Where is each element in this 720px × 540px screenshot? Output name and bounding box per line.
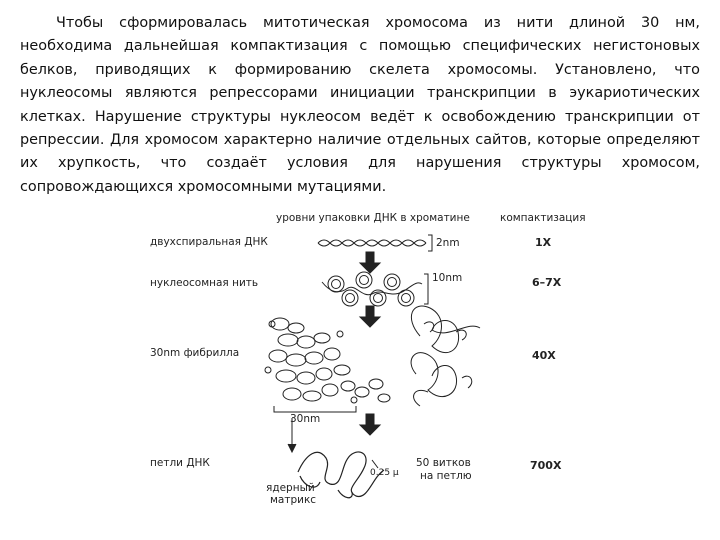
- header-compaction: компактизация: [500, 212, 586, 224]
- bracket-30nm: [274, 406, 356, 412]
- down-arrow-icon: [360, 414, 380, 435]
- bracket-2nm: [428, 235, 432, 251]
- fibril-30nm: [265, 318, 390, 403]
- header-levels: уровни упаковки ДНК в хроматине: [276, 212, 470, 224]
- scale-tick-icon: [372, 460, 378, 468]
- row-label-fibril: 30nm фибрилла: [150, 347, 240, 359]
- body-paragraph: Чтобы сформировалась митотическая хромосома из нити длиной 30 нм, необходима дальнейшая компактизация с помощью специфических негистоновых белков, приводящих к формированию скелета хромосомы. Установлено, что нуклеосомы являются репрессорами инициации транскрипции в эукариотических клетках. Нарушение структуры нуклеосом ведёт к освобождению транскрипции от репрессии. Для хромосом характерно наличие отдельных сайтов, которые определяют их хрупкость, что создаёт условия для нарушения структуры хромосом, сопровождающихся хромосомными мутациями.: [20, 15, 700, 195]
- loop-figure-icon: [411, 306, 480, 406]
- row-label-nucleosome: нуклеосомная нить: [150, 277, 259, 289]
- down-arrow-icon: [360, 306, 380, 327]
- nucleosome-string: [322, 272, 422, 306]
- row-label-dna: двухспиральная ДНК: [150, 236, 268, 248]
- factor-700x: 700X: [530, 459, 562, 472]
- factor-40x: 40X: [532, 349, 556, 362]
- loops-note-line1: 50 витков: [416, 457, 471, 469]
- arrowhead-icon: [288, 444, 296, 452]
- size-10nm: 10nm: [432, 272, 463, 284]
- matrix-line2: матрикс: [270, 494, 317, 506]
- scale-label: 0.25 μ: [370, 468, 399, 478]
- factor-6-7x: 6–7X: [532, 276, 562, 289]
- factor-1x: 1X: [535, 236, 552, 249]
- matrix-line1: ядерный: [266, 482, 315, 494]
- size-30nm: 30nm: [290, 413, 321, 425]
- row-label-loops: петли ДНК: [150, 457, 210, 469]
- dna-double-helix: [318, 240, 426, 246]
- chromatin-diagram: [0, 200, 720, 540]
- loops-note-line2: на петлю: [420, 470, 472, 482]
- size-2nm: 2nm: [436, 237, 460, 249]
- chromatin-figure: [0, 200, 720, 540]
- down-arrow-icon: [360, 252, 380, 273]
- bracket-10nm: [424, 274, 428, 304]
